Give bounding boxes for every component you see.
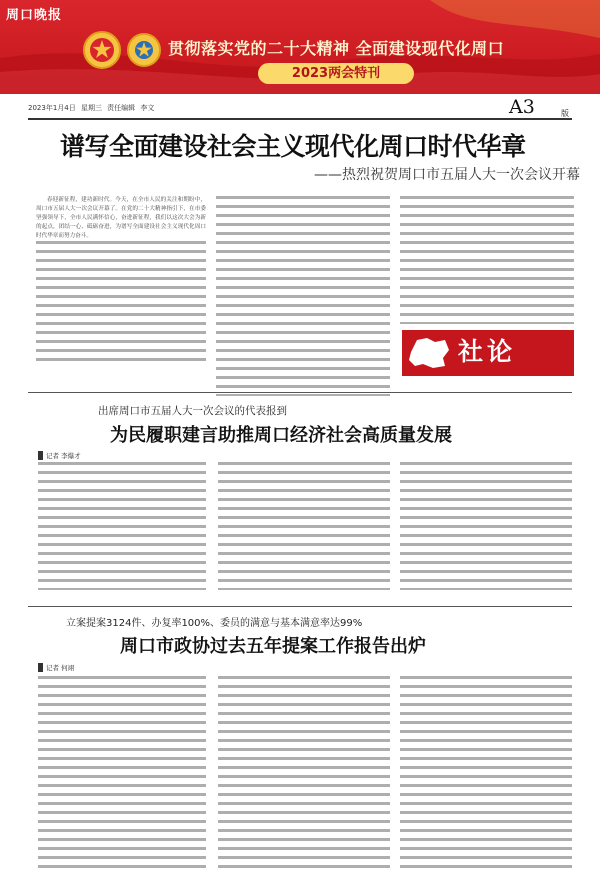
article3-column-3 xyxy=(400,676,572,874)
article1-lead-paragraph: 春迎新征程，建功新时代。今天，在全市人民的关注和期盼中，周口市五届人大一次会议开幕了。在党的二十大精神指引下，在市委坚强领导下，全市人民满怀信心，奋进新征程，我们以这次大会为新的起点，团结一心、砥砺奋进，为谱写全面建设社会主义现代化周口时代华章而努力奋斗。 xyxy=(36,197,206,239)
article2-column-3 xyxy=(400,462,572,590)
header-rule xyxy=(28,118,572,120)
article2-body-text-lines xyxy=(38,462,206,590)
article2-body-text-lines xyxy=(400,462,572,590)
masthead-banner xyxy=(0,0,600,94)
city-map-icon xyxy=(405,332,453,372)
article3-byline: 记者 何翊 xyxy=(38,663,74,672)
article1-column-2 xyxy=(216,196,390,396)
article1-body-text-lines xyxy=(36,241,206,361)
article2-headline: 为民履职建言助推周口经济社会高质量发展 xyxy=(110,425,452,446)
article3-headline: 周口市政协过去五年提案工作报告出炉 xyxy=(120,636,426,657)
banner-title: 贯彻落实党的二十大精神 全面建设现代化周口 xyxy=(168,39,505,58)
article2-body-text-lines xyxy=(218,462,390,590)
article2-byline: 记者 李爆才 xyxy=(38,451,81,460)
national-emblem-icon xyxy=(82,30,122,70)
dateline: 2023年1月4日 星期三 责任编辑 李文 xyxy=(28,104,155,112)
article2-column-2 xyxy=(218,462,390,590)
article3-kicker: 立案提案3124件、办复率100%、委员的满意与基本满意率达99% xyxy=(66,618,363,629)
article1-body-text-lines xyxy=(400,196,574,324)
page-number: A3 xyxy=(509,96,535,118)
special-edition-badge: 2023两会特刊 xyxy=(258,63,414,84)
editorial-label: 社论 xyxy=(458,337,517,366)
cppcc-emblem-icon xyxy=(126,32,162,68)
article2-column-1 xyxy=(38,462,206,590)
page-number-suffix: 版 xyxy=(561,109,569,118)
article1-subhead: ——热烈祝贺周口市五届人大一次会议开幕 xyxy=(314,167,580,183)
section-rule-1 xyxy=(28,392,572,393)
article3-body-text-lines xyxy=(218,676,390,874)
article3-column-2 xyxy=(218,676,390,874)
section-rule-2 xyxy=(28,606,572,607)
article3-body-text-lines xyxy=(38,676,206,874)
newspaper-logo: 周口晚报 xyxy=(6,8,63,23)
article1-body-text-lines xyxy=(216,196,390,396)
article3-column-1 xyxy=(38,676,206,874)
article3-body-text-lines xyxy=(400,676,572,874)
article1-headline: 谱写全面建设社会主义现代化周口时代华章 xyxy=(60,132,526,161)
article2-kicker: 出席周口市五届人大一次会议的代表报到 xyxy=(98,405,287,417)
article1-column-1 xyxy=(36,196,206,396)
article1-column-3 xyxy=(400,196,574,324)
